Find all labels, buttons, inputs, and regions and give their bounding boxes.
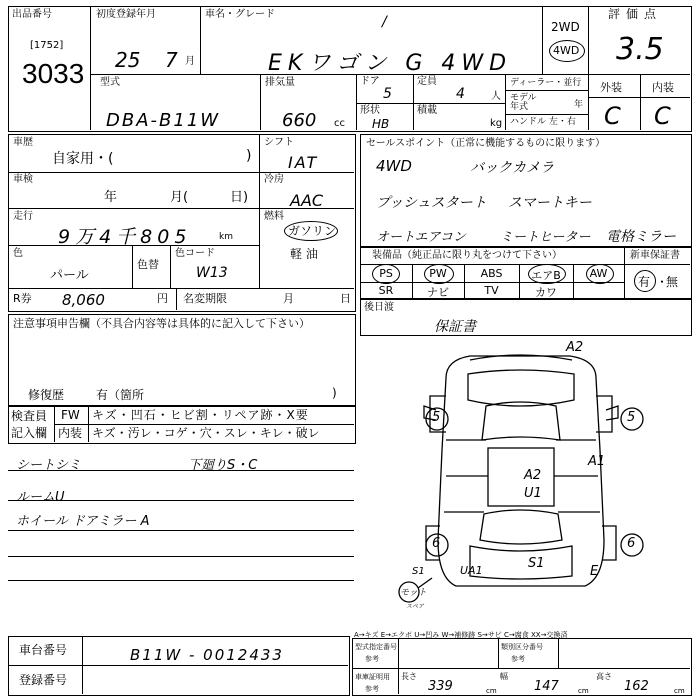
dims-len-label: 長さ	[401, 672, 417, 681]
name-mark: /	[382, 14, 387, 30]
color-code: W13	[196, 265, 228, 281]
rken-label: R券	[13, 292, 32, 305]
dims-hei: 162	[624, 679, 649, 694]
seats-label: 定員	[417, 76, 437, 87]
equip-aw: AW	[589, 267, 608, 280]
model-value: DBA-B11W	[106, 110, 221, 131]
inspector-label2: 記入欄	[11, 426, 48, 440]
inspector-int: 内装	[58, 426, 83, 440]
diag-hood-right: A1	[588, 454, 606, 469]
sales-3c: 電格ミラー	[606, 229, 676, 245]
disp-value: 660	[282, 110, 317, 131]
color-value: パール	[50, 268, 89, 283]
reg-month-unit: 月	[185, 56, 195, 67]
dims-sub1: 参考	[365, 655, 379, 663]
ext-label: 外装	[600, 81, 622, 94]
shaken-label: 車検	[13, 174, 33, 185]
sales-label: セールスポイント（正常に機能するものに限ります）	[366, 138, 606, 149]
chassis-value: B11W - 0012433	[130, 646, 284, 664]
hand-note-1b: 下廻りS・C	[188, 458, 258, 473]
equip-sr: SR	[378, 284, 394, 297]
sales-1a: 4WD	[376, 157, 412, 175]
int-grade: C	[654, 102, 671, 130]
reg-label: 初度登録年月	[96, 9, 156, 20]
equip-tv: TV	[484, 284, 499, 297]
diag-rear-right: E	[590, 564, 599, 579]
sales-3b: ミートヒーター	[500, 230, 591, 245]
lot-label: 出品番号	[12, 9, 52, 20]
history-close: )	[246, 148, 252, 164]
fuel-gas: ガソリン	[288, 224, 337, 238]
repair-value: 有（箇所	[96, 388, 145, 402]
dims-label2: 類別区分番号	[501, 643, 543, 651]
dims-label1: 型式指定番号	[355, 643, 397, 651]
new-warranty-label: 新車保証書	[630, 250, 680, 261]
sales-1b: バックカメラ	[470, 160, 554, 176]
doors-value: 5	[383, 86, 392, 102]
lot-number: 3033	[22, 58, 85, 89]
aircon-label: 冷房	[264, 174, 284, 185]
diag-wheel-tr: 5	[627, 410, 636, 425]
equip-navi: ナビ	[427, 286, 449, 299]
inspector-label1: 検査員	[11, 409, 48, 423]
hand-note-2: ルームU	[16, 490, 65, 505]
dims-wid-label: 幅	[500, 672, 508, 681]
seats-value: 4	[456, 86, 465, 102]
meigi-label: 名変期限	[183, 292, 227, 305]
load-label: 積載	[417, 105, 437, 116]
fuel-diesel: 軽 油	[290, 247, 318, 261]
repair-close: )	[332, 386, 337, 400]
equip-pw: PW	[429, 267, 447, 280]
diag-spare2: モット	[400, 588, 427, 598]
dims-label3: 車庫証明用	[355, 673, 390, 681]
diag-spare3: スペア	[406, 603, 425, 610]
load-unit: kg	[490, 118, 503, 129]
sales-3a: オートエアコン	[376, 230, 466, 245]
diag-wheel-br: 6	[627, 536, 636, 551]
diag-rear-mid: S1	[528, 556, 545, 571]
dims-len: 339	[428, 679, 453, 694]
model-year-unit: 年	[574, 100, 584, 110]
rken-unit: 円	[157, 292, 168, 305]
diag-roof1: A2	[524, 468, 542, 483]
equip-ps: PS	[379, 267, 393, 280]
rating-label: 評価点	[608, 7, 663, 21]
rating-value: 3.5	[616, 32, 664, 67]
dims-sub2: 参考	[511, 655, 525, 663]
seats-unit: 人	[491, 91, 501, 102]
diag-front: A2	[566, 340, 584, 355]
shape-value: HB	[372, 117, 390, 131]
doors-label: ドア	[360, 76, 380, 87]
model-label: 型式	[100, 77, 120, 88]
disp-label: 排気量	[265, 77, 295, 88]
diag-wheel-tl: 5	[432, 410, 441, 425]
dims-wid-unit: cm	[578, 687, 589, 695]
inspector-int-text: キズ・汚レ・コゲ・穴・スレ・キレ・破レ	[92, 426, 320, 440]
dims-len-unit: cm	[486, 687, 497, 695]
diag-rear-left: UA1	[460, 564, 483, 577]
shift-label: シフト	[264, 137, 294, 148]
equip-leather: カワ	[535, 286, 557, 299]
repair-label: 修復歴	[28, 388, 65, 402]
color-label: 色	[13, 248, 23, 259]
dims-wid: 147	[534, 679, 559, 694]
shaken-month: 月(	[170, 190, 189, 205]
inspector-fw: FW	[61, 408, 80, 422]
hand-note-3: ホイール ドアミラー A	[16, 514, 150, 529]
car-name: EKワゴン G 4WD	[268, 51, 513, 76]
dims-hei-label: 高さ	[596, 672, 612, 681]
registration-label: 登録番号	[19, 673, 68, 687]
disp-unit: cc	[334, 118, 345, 129]
history-value: 自家用・(	[52, 151, 114, 167]
int-label: 内装	[652, 81, 674, 94]
ext-grade: C	[604, 102, 621, 130]
mileage-value: 9万4千805	[58, 226, 192, 248]
afterbook-label: 後日渡	[364, 302, 394, 313]
inspector-fw-text: キズ・凹石・ヒビ割・リペア跡・X要	[92, 408, 309, 422]
model-year-label: モデル年式	[510, 93, 537, 112]
equip-airbag: エアB	[531, 269, 561, 282]
repaint-label: 色替	[137, 258, 159, 271]
afterbook-value: 保証書	[434, 319, 476, 335]
mileage-label: 走行	[13, 211, 33, 222]
lot-sub: [1752]	[30, 40, 64, 51]
reg-year: 25	[115, 48, 141, 72]
dims-sub3: 参考	[365, 685, 379, 693]
meigi-day: 日	[340, 292, 351, 305]
meigi-month: 月	[283, 292, 294, 305]
sales-2a: プッシュスタート	[376, 195, 487, 211]
legend: A→キズ E→エクボ U→凹み W→補修跡 S→サビ C→腐食 XX→交換済	[354, 631, 568, 639]
equip-label: 装備品（純正品に限り丸をつけて下さい）	[372, 250, 562, 261]
handle-label: ハンドル 左・右	[510, 117, 576, 127]
diag-roof2: U1	[524, 486, 542, 501]
mileage-unit: km	[219, 232, 233, 242]
equip-abs: ABS	[480, 267, 503, 280]
rken-value: 8,060	[62, 291, 105, 309]
history-label: 車歴	[13, 137, 33, 148]
reg-month: 7	[165, 48, 178, 72]
dealer-label: ディーラー・並行	[510, 78, 582, 88]
color-code-label: 色コード	[175, 248, 215, 259]
fuel-label: 燃料	[264, 211, 284, 222]
drive-2wd: 2WD	[551, 20, 580, 34]
name-label: 車名・グレード	[205, 9, 275, 20]
diag-wheel-bl: 6	[432, 536, 441, 551]
aircon-value: AAC	[290, 191, 324, 210]
drive-4wd: 4WD	[553, 44, 580, 57]
warranty-sep: ・	[656, 275, 669, 289]
notes-label: 注意事項申告欄（不具合内容等は具体的に記入して下さい）	[13, 317, 310, 330]
sales-2b: スマートキー	[508, 195, 592, 211]
diag-spare1: S1	[412, 566, 425, 577]
chassis-label: 車台番号	[19, 643, 68, 657]
shaken-year: 年	[104, 190, 118, 205]
shaken-day: 日)	[230, 190, 249, 205]
shift-value: IAT	[288, 153, 319, 172]
warranty-no: 無	[666, 275, 679, 289]
shape-label: 形状	[360, 105, 380, 116]
warranty-yes: 有	[638, 275, 651, 289]
hand-note-1a: シートシミ	[16, 458, 82, 473]
dims-hei-unit: cm	[674, 687, 685, 695]
